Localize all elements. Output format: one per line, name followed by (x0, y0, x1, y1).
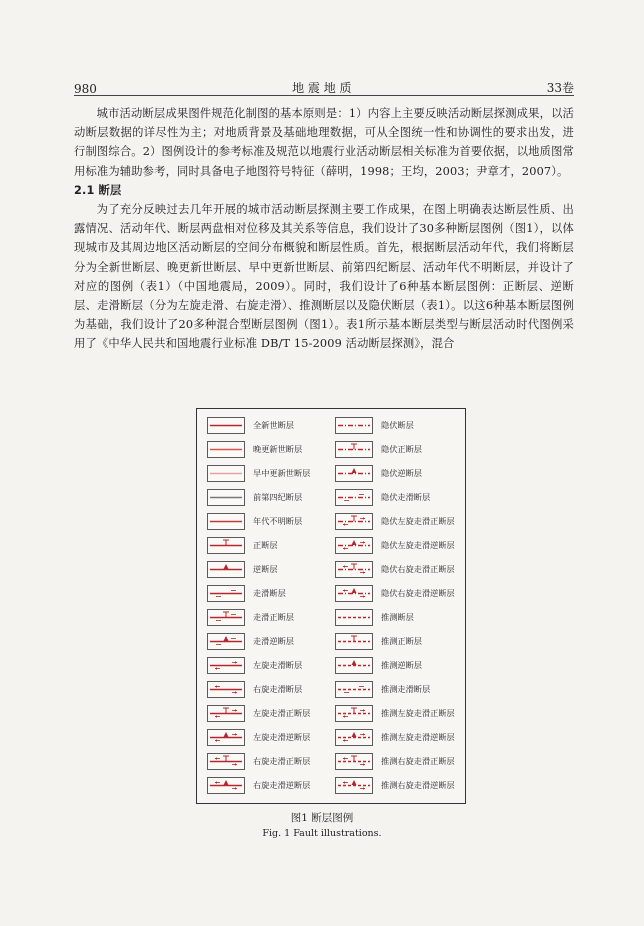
legend-label: 推测逆断层 (381, 659, 422, 670)
legend-column-right (335, 413, 455, 797)
fault-symbol-icon (207, 633, 245, 650)
legend-item (207, 629, 310, 653)
legend-label: 右旋走滑正断层 (253, 755, 311, 766)
legend-item (207, 725, 310, 749)
journal-title: 地 震 地 质 (292, 81, 352, 95)
fault-symbol-icon (335, 633, 373, 650)
legend-item (207, 509, 310, 533)
legend-label: 隐伏右旋走滑逆断层 (381, 587, 455, 598)
legend-item (207, 437, 310, 461)
body-text (74, 104, 574, 354)
fault-symbol-icon (207, 513, 245, 530)
legend-item (335, 725, 455, 749)
fault-symbol-icon (207, 753, 245, 770)
legend-label: 走滑断层 (253, 587, 286, 598)
legend-label: 隐伏逆断层 (381, 467, 422, 478)
legend-item (207, 413, 310, 437)
paragraph-1: 城市活动断层成果图件规范化制图的基本原则是：1）内容上主要反映活动断层探测成果，以活动断层数据的详尽性为主；对地质背景及基础地理数据，可从全图统一性和协调性的要求出发，进行制图综合。2）图例设计的参考标准及规范以地震行业活动断层相关标准为首要依据，以地质图常用标准为辅助参考，同时具备电子地图符号特征（薛明，1998；王均，2003；尹章才，2007）。 (74, 107, 574, 178)
legend-label: 隐伏左旋走滑逆断层 (381, 539, 455, 550)
fault-symbol-icon (335, 705, 373, 722)
legend-label: 全新世断层 (253, 419, 294, 430)
legend-label: 隐伏断层 (381, 419, 414, 430)
legend-label: 隐伏正断层 (381, 443, 422, 454)
legend-label: 正断层 (253, 539, 278, 550)
legend-label: 左旋走滑正断层 (253, 707, 311, 718)
legend-label: 推测左旋走滑逆断层 (381, 731, 455, 742)
legend-item (207, 701, 310, 725)
legend-label: 推测断层 (381, 611, 414, 622)
fault-symbol-icon (335, 537, 373, 554)
fault-symbol-icon (335, 777, 373, 794)
legend-label: 逆断层 (253, 563, 278, 574)
fault-symbol-icon (335, 609, 373, 626)
legend-item (335, 485, 455, 509)
legend-label: 右旋走滑逆断层 (253, 779, 311, 790)
legend-item (335, 557, 455, 581)
legend-label: 左旋走滑逆断层 (253, 731, 311, 742)
fault-symbol-icon (207, 729, 245, 746)
legend-column-left (207, 413, 310, 797)
legend-item (207, 485, 310, 509)
legend-label: 前第四纪断层 (253, 491, 303, 502)
fault-symbol-icon (207, 609, 245, 626)
legend-label: 左旋走滑断层 (253, 659, 303, 670)
legend-label: 右旋走滑断层 (253, 683, 303, 694)
fault-symbol-icon (207, 489, 245, 506)
page-number: 980 (74, 82, 97, 96)
legend-label: 推测右旋走滑正断层 (381, 755, 455, 766)
legend-item (207, 605, 310, 629)
fault-symbol-icon (335, 561, 373, 578)
fault-symbol-icon (207, 681, 245, 698)
legend-item (207, 677, 310, 701)
legend-item (207, 773, 310, 797)
figure-caption-en: Fig. 1 Fault illustrations. (262, 828, 382, 839)
legend-item (207, 581, 310, 605)
fault-symbol-icon (207, 441, 245, 458)
fault-symbol-icon (335, 441, 373, 458)
fault-symbol-icon (335, 657, 373, 674)
fault-symbol-icon (335, 753, 373, 770)
header-rule (74, 95, 574, 96)
legend-item (335, 749, 455, 773)
legend-item (335, 653, 455, 677)
legend-item (335, 413, 455, 437)
legend-item (335, 629, 455, 653)
page-header (74, 76, 574, 96)
fault-symbol-icon (207, 657, 245, 674)
volume-number: 33卷 (546, 81, 574, 95)
legend-item (335, 677, 455, 701)
legend-label: 年代不明断层 (253, 515, 303, 526)
fault-symbol-icon (207, 561, 245, 578)
fault-symbol-icon (335, 489, 373, 506)
legend-label: 走滑正断层 (253, 611, 294, 622)
legend-item (207, 461, 310, 485)
legend-label: 走滑逆断层 (253, 635, 294, 646)
legend-label: 隐伏走滑断层 (381, 491, 431, 502)
legend-item (207, 533, 310, 557)
legend-label: 推测左旋走滑正断层 (381, 707, 455, 718)
fault-symbol-icon (207, 777, 245, 794)
legend-item (335, 773, 455, 797)
fault-symbol-icon (335, 585, 373, 602)
legend-item (335, 509, 455, 533)
fault-legend-figure (196, 408, 466, 804)
legend-item (335, 437, 455, 461)
fault-symbol-icon (335, 513, 373, 530)
legend-label: 隐伏右旋走滑正断层 (381, 563, 455, 574)
fault-symbol-icon (207, 585, 245, 602)
fault-symbol-icon (207, 465, 245, 482)
legend-label: 早中更新世断层 (253, 467, 311, 478)
fault-symbol-icon (335, 681, 373, 698)
paragraph-2: 为了充分反映过去几年开展的城市活动断层探测主要工作成果，在图上明确表达断层性质、出露情况、活动年代、断层两盘相对位移及其关系等信息，我们设计了30多种断层图例（图1），以体现城市及其周边地区活动断层的空间分布概貌和断层性质。首先，根据断层活动年代，我们将断层分为全新世断层、晚更新世断层、早中更新世断层、前第四纪断层、活动年代不明断层，并设计了对应的图例（表1）（中国地震局，2009）。同时，我们设计了6种基本断层图例：正断层、逆断层、走滑断层（分为左旋走滑、右旋走滑）、推测断层以及隐伏断层（表1）。以这6种基本断层图例为基础，我们设计了20多种混合型断层图例（图1）。表1所示基本断层类型与断层活动时代图例采用了《中华人民共和国地震行业标准 DB/T 15-2009 活动断层探测》，混合 (74, 203, 574, 351)
legend-label: 推测走滑断层 (381, 683, 431, 694)
fault-symbol-icon (207, 417, 245, 434)
section-heading: 2.1 断层 (74, 183, 122, 197)
fault-symbol-icon (207, 705, 245, 722)
figure-caption-cn: 图1 断层图例 (290, 812, 354, 824)
legend-item (207, 653, 310, 677)
legend-item (335, 605, 455, 629)
legend-label: 隐伏左旋走滑正断层 (381, 515, 455, 526)
fault-symbol-icon (207, 537, 245, 554)
legend-item (335, 581, 455, 605)
legend-item (335, 701, 455, 725)
legend-item (207, 557, 310, 581)
legend-label: 晚更新世断层 (253, 443, 303, 454)
fault-symbol-icon (335, 729, 373, 746)
fault-symbol-icon (335, 465, 373, 482)
legend-item (207, 749, 310, 773)
fault-symbol-icon (335, 417, 373, 434)
legend-item (335, 461, 455, 485)
legend-label: 推测右旋走滑逆断层 (381, 779, 455, 790)
legend-label: 推测正断层 (381, 635, 422, 646)
legend-item (335, 533, 455, 557)
